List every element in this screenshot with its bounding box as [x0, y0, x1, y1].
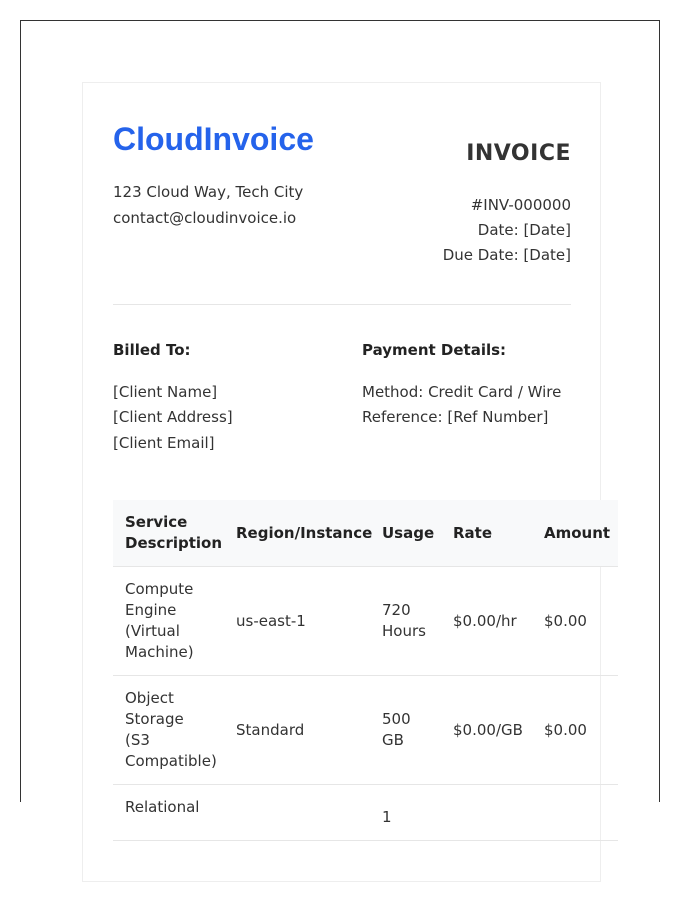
- rate-cell: [441, 785, 532, 841]
- client-address: [Client Address]: [113, 408, 233, 426]
- col-header-usage: Usage: [370, 500, 441, 567]
- amount-cell: [532, 785, 618, 841]
- amount-cell: $0.00: [532, 676, 618, 785]
- table-row: [113, 676, 618, 785]
- invoice-due-date: Due Date: [Date]: [442, 246, 571, 264]
- billed-to-title: Billed To:: [113, 341, 191, 359]
- client-name: [Client Name]: [113, 383, 218, 401]
- rate-cell: $0.00/hr: [441, 567, 532, 676]
- invoice-date: Date: [Date]: [477, 221, 571, 239]
- col-header-region-instance: Region/Instance: [224, 500, 370, 567]
- region-instance-cell: us-east-1: [224, 567, 370, 676]
- usage-cell: 720 Hours: [370, 567, 441, 676]
- company-address: 123 Cloud Way, Tech City: [113, 183, 304, 201]
- region-instance-cell: [224, 785, 370, 841]
- invoice-title: INVOICE: [466, 141, 571, 166]
- company-name: CloudInvoice: [113, 121, 314, 157]
- amount-cell: $0.00: [532, 567, 618, 676]
- usage-cell: 1: [370, 785, 441, 841]
- table-row: [113, 567, 618, 676]
- table-row: [113, 785, 618, 841]
- company-email: contact@cloudinvoice.io: [113, 209, 297, 227]
- header-divider: [113, 304, 571, 305]
- region-instance-cell: Standard: [224, 676, 370, 785]
- service-description-cell: Relational: [113, 785, 224, 841]
- invoice-sheet: [82, 82, 611, 882]
- service-description-cell: Compute Engine (Virtual Machine): [113, 567, 224, 676]
- payment-reference: Reference: [Ref Number]: [362, 408, 549, 426]
- usage-cell: 500 GB: [370, 676, 441, 785]
- payment-method: Method: Credit Card / Wire: [362, 383, 562, 401]
- document-viewport: [20, 20, 660, 826]
- rate-cell: $0.00/GB: [441, 676, 532, 785]
- payment-details-title: Payment Details:: [362, 341, 507, 359]
- col-header-rate: Rate: [441, 500, 532, 567]
- col-header-amount: Amount: [532, 500, 618, 567]
- col-header-service-description: Service Description: [113, 500, 224, 567]
- invoice-number: #INV-000000: [470, 196, 571, 214]
- table-header-row: [113, 500, 618, 567]
- services-table: [113, 500, 618, 841]
- service-description-cell: Object Storage (S3 Compatible): [113, 676, 224, 785]
- client-email: [Client Email]: [113, 434, 215, 452]
